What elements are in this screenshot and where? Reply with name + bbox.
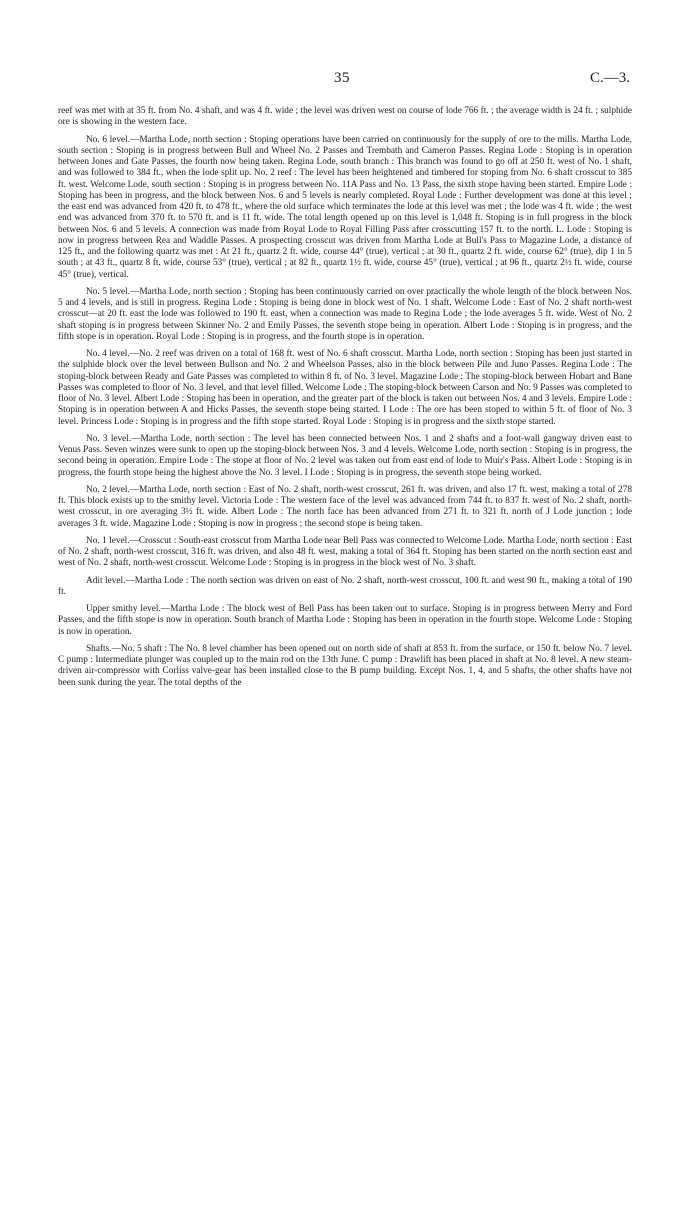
paragraph-lead: No. 3 level. <box>86 433 132 444</box>
paragraph-lead: Upper smithy level. <box>86 604 161 614</box>
paragraph-text: —Crosscut : South-east crosscut from Martha Lode near Bell Pass was connected to Welcome Lode. Martha Lode, north section : East of No. 2 shaft, north-west crosscut, 316 ft. was driven, and also 48 ft. west, making a total of 364 ft. Stoping has been started on the north section east and west of No. 2 shaft, north-west crosscut. Welcome Lode : Stoping is in progress in the block west of No. 3 shaft. <box>58 535 633 569</box>
paragraph-no6-level <box>58 135 632 281</box>
paragraph-no4-level <box>58 349 632 428</box>
paragraph-text: —Martha Lode, north section : East of No. 2 shaft, north-west crosscut, 261 ft. was driven, and also 17 ft. west, making a total of 278 ft. This block exists up to the smithy level. Victoria Lode : The western face of the level was advanced from 744 ft. to 837 ft. west of No. 2 shaft, north-west crosscut, in ore averaging 3½ ft. wide. Albert Lode : The north face has been advanced from 271 ft. to 321 ft. north of J Lode junction ; lode averages 3 ft. wide. Magazine Lode : Stoping is now in progress ; the second stope is being taken. <box>58 484 632 529</box>
paragraph-text: —Martha Lode, north section : Stoping operations have been carried on continuously for the supply of ore to the mills. Martha Lode, south section : Stoping is in progress between Bull and Wheel No. 2 Passes and Trembath and Cameron Passes. Regina Lode : Stoping is in operation between Jones and Gate Passes, the fourth now being taken. Regina Lode, south branch : This branch was found to go off at 250 ft. west of No. 1 shaft, and was followed to 384 ft., when the lode split up. No. 2 reef : The level has been heightened and timbered for stoping from No. 6 shaft crosscut to 385 ft. west. Welcome Lode, south section : Stoping is in progress between No. 11A Pass and No. 13 Pass, the sixth stope having been started. Empire Lode : Stoping has been in progress, and the block between Nos. 6 and 5 levels is nearly completed. Royal Lode : Further development was done at this level ; the east end was advanced from 420 ft. to 478 ft., where the old surface which terminates the lode at this level was met ; the lode was 4 ft. wide ; the west end was advanced from 370 ft. to 570 ft. and is 11 ft. wide. The total length opened up on this level is 1,048 ft. Stoping is in full progress in the block between Nos. 6 and 5 levels. A connection was made from Royal Lode to Royal Filling Pass after crosscutting 157 ft. to the north. L. Lode : Stoping is now in progress between Rea and Waddle Passes. A prospecting crosscut was driven from Martha Lode at Bull's Pass to Magazine Lode, a distance of 125 ft., and the following quartz was met : At 21 ft., quartz 2 ft. wide, course 44° (true), vertical ; at 30 ft., quartz 2 ft. wide, course 62° (true), dip 1 in 5 south ; at 43 ft., quartz 8 ft. wide, course 53° (true), vertical ; at 82 ft., quartz 1½ ft. wide, course 45° (true), vertical ; at 96 ft., quartz 2½ ft. wide, course 45° (true), vertical. <box>58 134 633 280</box>
paragraph-lead: No. 1 level. <box>86 535 130 546</box>
paragraph-lead: No. 6 level. <box>86 134 131 145</box>
paragraph-lead: No. 4 level. <box>86 349 130 359</box>
paragraph-no2-level <box>58 485 632 530</box>
paragraph-upper-smithy-level <box>58 604 632 638</box>
paragraph-text: —Martha Lode : The north section was driven on east of No. 2 shaft, north-west crosscut, 100 ft. and west 90 ft., making a total of 190 ft. <box>58 575 632 597</box>
report-body <box>58 106 632 695</box>
paragraph-shafts <box>58 644 632 689</box>
document-code: C.—3. <box>590 70 631 86</box>
paragraph-continuation <box>58 106 632 129</box>
paragraph-text: —No. 2 reef was driven on a total of 168 ft. west of No. 6 shaft crosscut. Martha Lode, north section : Stoping has been just started in the sulphide block over the level between Bullson and No. 2 and Wheelson Passes, also in the block between Pile and Juno Passes. Regina Lode : The stoping-block between Ready and Gate Passes was completed to within 8 ft. of No. 3 level. Magazine Lode : The stoping-block between Hobart and Bane Passes was completed to floor of No. 3 level, and that level filled. Welcome Lode : The stoping-block between Carson and No. 9 Passes was completed to floor of No. 3 level. Albert Lode : Stoping has been in operation, and the greater part of the block is taken out between Nos. 4 and 3 levels. Empire Lode : Stoping is in operation between A and Hicks Passes, the seventh stope being started. I Lode : The ore has been stoped to within 5 ft. of floor of No. 3 level. Princess Lode : Stoping is in progress and the fifth stope started. Royal Lode : Stoping is in progress and the sixth stope started. <box>58 349 633 427</box>
paragraph-no1-level <box>58 536 632 570</box>
page-number: 35 <box>334 70 350 86</box>
paragraph-text: —No. 5 shaft : The No. 8 level chamber has been opened out on north side of shaft at 853 ft. from the surface, or 150 ft. below No. 7 level. C pump : Intermediate plunger was coupled up to the main rod on the 13th June. C pump : Drawlift has been placed in shaft at No. 8 level. A new steam-driven air-compressor with Corliss valve-gear has been installed close to the B pump building. Except Nos. 1, 4, and 5 shafts, the other shafts have not been sunk during the year. The total depths of the <box>58 643 632 688</box>
paragraph-no3-level <box>58 434 632 479</box>
paragraph-text: —Martha Lode, north section : The level has been connected between Nos. 1 and 2 shafts and a foot-wall gangway driven east to Venus Pass. Seven winzes were sunk to open up the stoping-block between Nos. 3 and 4 levels. Welcome Lode, north section : Stoping is in progress, the second being in operation. Empire Lode : The stope at floor of No. 2 level was taken out from east end of lode to Muir's Pass. Albert Lode : Stoping is in progress, the fourth stope being the highest above the No. 3 level. I Lode : Stoping is in progress, the seventh stope being worked. <box>58 433 632 478</box>
paragraph-adit-level <box>58 576 632 599</box>
paragraph-text: reef was met with at 35 ft. from No. 4 shaft, and was 4 ft. wide ; the level was driven west on course of lode 766 ft. ; the average width is 24 ft. ; sulphide ore is showing in the western face. <box>58 106 632 128</box>
page-header <box>0 70 700 88</box>
paragraph-text: —Martha Lode : The block west of Bell Pass has been taken out to surface. Stoping is in progress between Merry and Ford Passes, and the fifth stope is now in operation. South branch of Martha Lode : Stoping has been in operation in the fourth stope. Welcome Lode : Stoping is now in operation. <box>58 604 632 637</box>
paragraph-lead: No. 2 level. <box>86 484 130 495</box>
paragraph-no5-level <box>58 287 632 343</box>
paragraph-lead: Shafts. <box>86 643 112 654</box>
paragraph-lead: Adit level. <box>86 575 126 586</box>
paragraph-text: —Martha Lode, north section : Stoping has been continuously carried on over practically the whole length of the block between Nos. 5 and 4 levels, and is still in progress. Regina Lode : Stoping is being done in block west of No. 1 shaft. Welcome Lode : East of No. 2 shaft north-west crosscut—at 20 ft. east the lode was followed to 190 ft. east, when a connection was made to Regina Lode ; the lode averages 5 ft. wide. West of No. 2 shaft stoping is in progress between Skinner No. 2 and Emily Passes, the seventh stope being in operation. Albert Lode : Stoping is in progress, and the fifth stope is in operation. Royal Lode : Stoping is in progress, and the fourth stope is in operation. <box>58 286 633 342</box>
paragraph-lead: No. 5 level. <box>86 286 131 297</box>
